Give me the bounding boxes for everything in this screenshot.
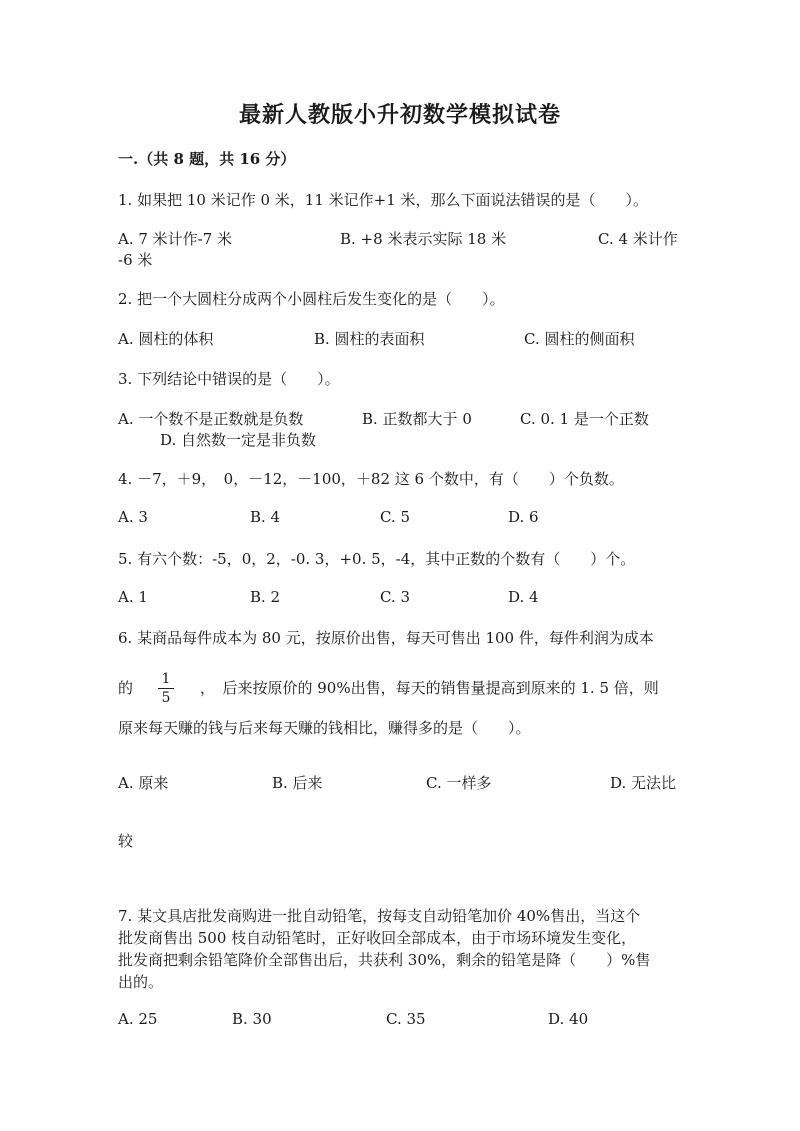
question-7-option-a: A. 25 [118, 1010, 158, 1028]
question-1-option-a: A. 7 米计作-7 米 [118, 230, 233, 248]
fraction-one-fifth [158, 671, 174, 706]
fraction-numerator: 1 [161, 671, 171, 687]
question-2-option-b: B. 圆柱的表面积 [314, 330, 425, 348]
question-1-option-c-continued: -6 米 [118, 251, 153, 269]
question-4-option-a: A. 3 [118, 508, 148, 526]
question-7-option-c: C. 35 [386, 1010, 426, 1028]
question-3-stem: 3. 下列结论中错误的是（ ）。 [118, 370, 340, 388]
question-7-stem-line-1: 7. 某文具店批发商购进一批自动铅笔，按每支自动铅笔加价 40%售出，当这个 [118, 907, 641, 925]
question-5-stem: 5. 有六个数：-5，0，2，-0. 3，+0. 5，-4，其中正数的个数有（ ）个。 [118, 550, 636, 568]
question-6-stem-prefix: 的 [118, 679, 134, 697]
question-6-option-d-continued: 较 [118, 832, 134, 850]
question-4-option-c: C. 5 [380, 508, 411, 526]
question-3-option-d: D. 自然数一定是非负数 [160, 431, 317, 449]
question-7-stem-line-3: 批发商把剩余铅笔降价全部售出后，共获利 30%，剩余的铅笔是降（ ）%售 [118, 951, 651, 969]
question-3-option-c: C. 0. 1 是一个正数 [520, 410, 649, 428]
question-6-stem-line-1: 6. 某商品每件成本为 80 元，按原价出售，每天可售出 100 件，每件利润为成本 [118, 629, 654, 647]
question-4-option-d: D. 6 [508, 508, 539, 526]
question-1-stem: 1. 如果把 10 米记作 0 米，11 米记作+1 米，那么下面说法错误的是（ ）。 [118, 191, 649, 209]
question-7-option-b: B. 30 [232, 1010, 272, 1028]
question-6-option-c: C. 一样多 [426, 774, 492, 792]
question-3-option-a: A. 一个数不是正数就是负数 [118, 410, 304, 428]
question-4-option-b: B. 4 [250, 508, 281, 526]
question-6-option-a: A. 原来 [118, 774, 169, 792]
question-7-stem-line-4: 出的。 [118, 973, 164, 991]
fraction-denominator: 5 [161, 690, 171, 706]
page-title: 最新人教版小升初数学模拟试卷 [238, 102, 561, 128]
question-6-stem-line-2: ， 后来按原价的 90%出售，每天的销售量提高到原来的 1. 5 倍，则 [200, 679, 659, 697]
question-1-option-b: B. +8 米表示实际 18 米 [340, 230, 507, 248]
question-5-option-b: B. 2 [250, 588, 281, 606]
question-7-option-d: D. 40 [548, 1010, 589, 1028]
question-6-option-b: B. 后来 [272, 774, 323, 792]
section-heading: 一.（共 8 题，共 16 分） [118, 150, 296, 168]
question-3-option-b: B. 正数都大于 0 [362, 410, 472, 428]
question-4-stem: 4. －7，＋9， 0，－12，－100，＋82 这 6 个数中，有（ ）个负数。 [118, 470, 624, 488]
question-5-option-c: C. 3 [380, 588, 411, 606]
question-6-option-d: D. 无法比 [610, 774, 677, 792]
question-2-option-c: C. 圆柱的侧面积 [524, 330, 635, 348]
fraction-bar [158, 688, 174, 689]
question-6-stem-line-3: 原来每天赚的钱与后来每天赚的钱相比，赚得多的是（ ）。 [118, 719, 531, 737]
question-5-option-d: D. 4 [508, 588, 539, 606]
question-1-option-c: C. 4 米计作 [598, 230, 678, 248]
question-2-option-a: A. 圆柱的体积 [118, 330, 214, 348]
question-5-option-a: A. 1 [118, 588, 148, 606]
question-2-stem: 2. 把一个大圆柱分成两个小圆柱后发生变化的是（ ）。 [118, 290, 505, 308]
question-7-stem-line-2: 批发商售出 500 枝自动铅笔时，正好收回全部成本，由于市场环境发生变化， [118, 929, 637, 947]
